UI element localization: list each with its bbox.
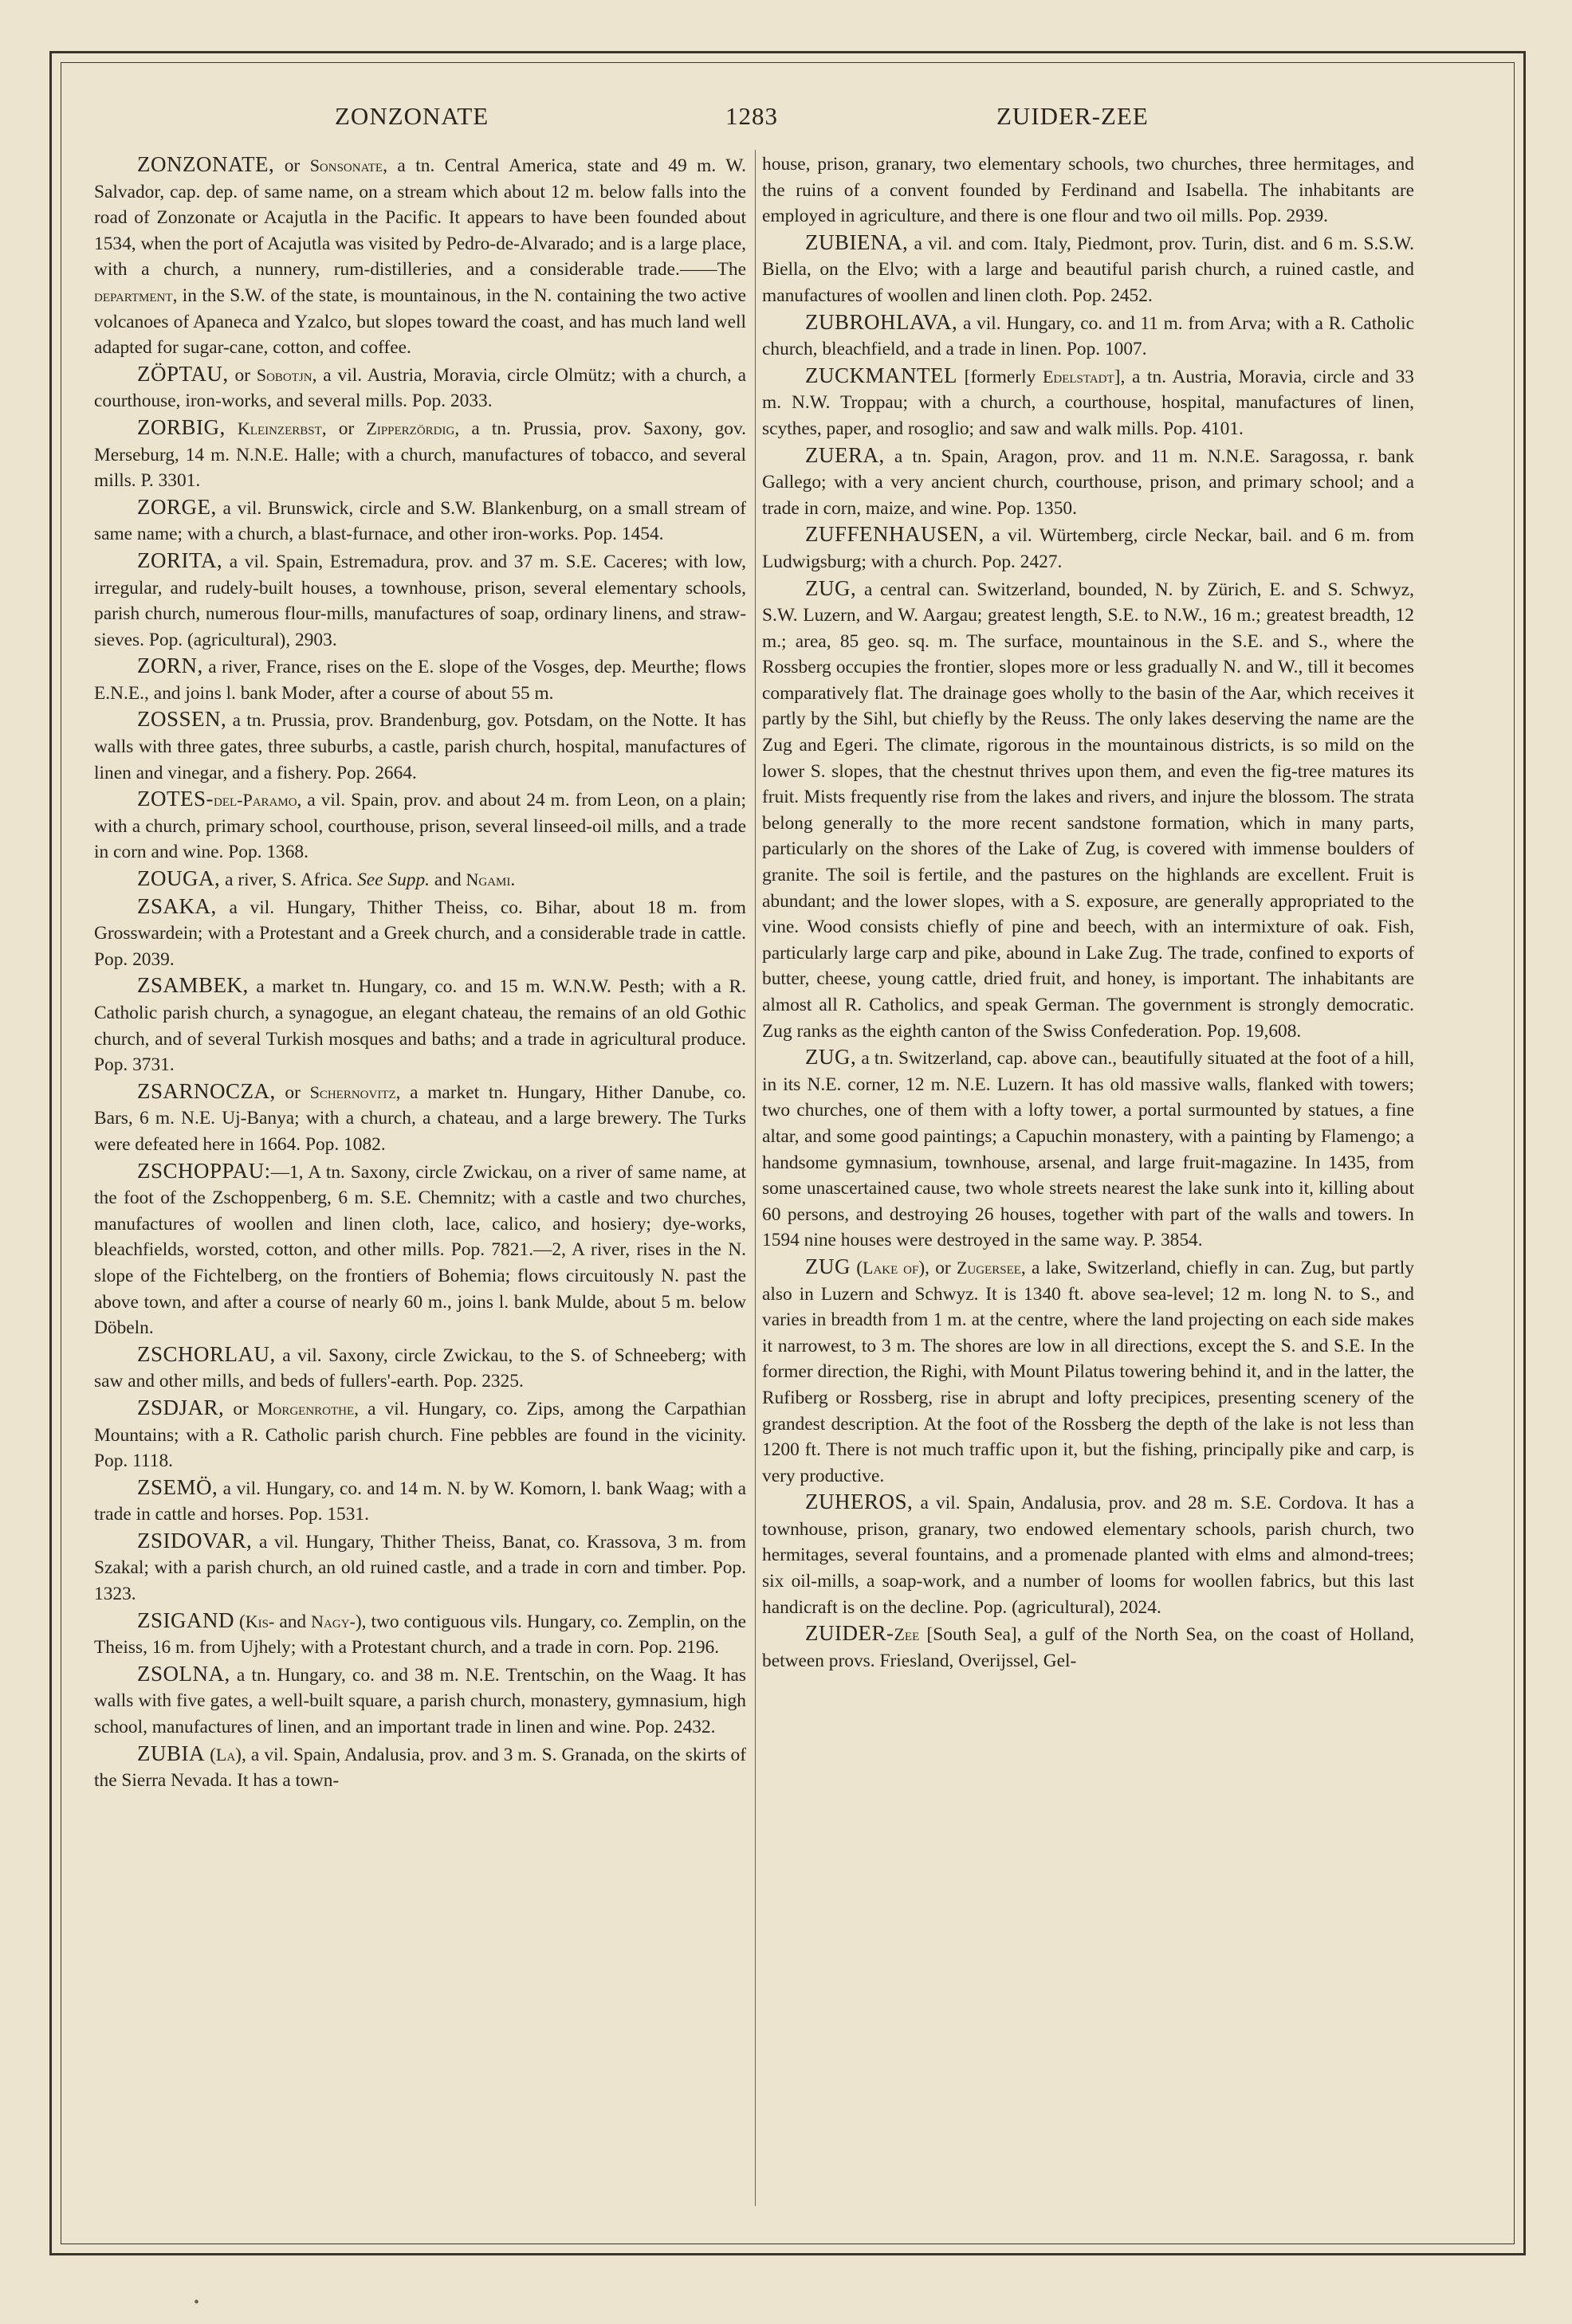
gazetteer-entry bbox=[94, 1528, 746, 1608]
entry-text: a tn. Spain, Aragon, prov. and 11 m. N.N.E. Saragossa, r. bank Gallego; with a very ancient church, courthouse, prison, and primary school; and a trade in corn, maize, and wine. Pop. 1350. bbox=[762, 446, 1414, 519]
gazetteer-body bbox=[94, 151, 1497, 2216]
entry-text: a vil. Spain, Andalusia, prov. and 28 m. S.E. Cordova. It has a townhouse, prison, granary, two endowed elementary schools, parish church, two hermitages, several fountains, and a promenade planted with elms and almond-trees; six oil-mills, a soap-work, and a number of looms for woollen fabrics, but this last handicraft is on the decline. Pop. (agricultural), 2024. bbox=[762, 1493, 1414, 1618]
small-caps-term: Sobotjn bbox=[256, 364, 312, 385]
entry-text: , a vil. Spain, prov. and about 24 m. from Leon, on a plain; with a church, primary school, courthouse, prison, several linseed-oil mills, and a trade in corn and wine. Pop. 1368. bbox=[94, 790, 746, 863]
entry-headword: ZOTES- bbox=[137, 787, 214, 811]
gazetteer-entry bbox=[94, 1474, 746, 1528]
entry-text: or bbox=[274, 155, 310, 176]
footer-mark: • bbox=[194, 2294, 200, 2311]
small-caps-term: Edelstadt bbox=[1042, 366, 1114, 387]
gazetteer-entry bbox=[762, 1044, 1414, 1254]
entry-headword: ZORGE, bbox=[137, 494, 217, 519]
gazetteer-entry bbox=[94, 972, 746, 1078]
gazetteer-entry bbox=[94, 414, 746, 494]
small-caps-term: Morgenrothe bbox=[257, 1398, 355, 1419]
entry-headword: ZSEMÖ, bbox=[137, 1474, 218, 1499]
gazetteer-entry bbox=[94, 1741, 746, 1794]
right-column bbox=[762, 151, 1414, 2216]
gazetteer-entry bbox=[94, 1395, 746, 1474]
entry-text: , in the S.W. of the state, is mountainous, in the N. containing the two active volcanoes of Apaneca and Yzalco, but slopes toward the coast, and has much land well adapted for sugar-cane, cotton, and coffee. bbox=[94, 285, 746, 359]
header-right-word: ZUIDER-ZEE bbox=[996, 102, 1149, 130]
entry-headword: ZONZONATE, bbox=[137, 152, 275, 176]
entry-headword: ZSAKA, bbox=[137, 893, 217, 918]
gazetteer-entry bbox=[762, 309, 1414, 363]
entry-headword: ZUERA, bbox=[805, 442, 885, 467]
entry-text: a river, S. Africa. bbox=[220, 870, 358, 891]
entry-headword: ZORBIG, bbox=[137, 414, 226, 439]
entry-text: , a tn. Central America, state and 49 m. W. Salvador, cap. dep. of same name, on a stream which about 12 m. below falls into the road of Zonzonate or Acajutla in the Pacific. It appears to have been founded about 1534, when the port of Acajutla was visited by Pedro-de-Alvarado; and is a large place, with a church, a nunnery, rum-distilleries, and a considerable trade.——The bbox=[94, 155, 746, 281]
entry-text: , a market tn. Hungary, Hither Danube, co. Bars, 6 m. N.E. Uj-Banya; with a church, a chateau, and a large brewery. The Turks were defeated here in 1664. Pop. 1082. bbox=[94, 1082, 746, 1155]
entry-text: ), a vil. Spain, Andalusia, prov. and 3 m. S. Granada, on the skirts of the Sierra Nevada. It has a town- bbox=[94, 1744, 746, 1792]
entry-text: ], a tn. Austria, Moravia, circle and 33 m. N.W. Troppau; with a church, a courthouse, hospital, manufactures of linen, scythes, paper, and rosoglio; and saw and walk mills. Pop. 4101. bbox=[762, 366, 1414, 439]
gazetteer-entry bbox=[94, 151, 746, 361]
page-number: 1283 bbox=[725, 102, 778, 130]
entry-text: . bbox=[510, 870, 516, 891]
entry-headword: ZSIGAND bbox=[137, 1608, 234, 1632]
entry-text: a tn. Hungary, co. and 38 m. N.E. Trentschin, on the Waag. It has walls with five gates, a well-built square, a parish church, monastery, gymnasium, high school, manufactures of linen, and an important trade in linen and wine. Pop. 2432. bbox=[94, 1664, 746, 1738]
entry-headword: ZUG, bbox=[805, 1045, 857, 1070]
entry-text: , or bbox=[321, 418, 367, 439]
entry-headword: ZUHEROS, bbox=[805, 1490, 914, 1514]
gazetteer-entry bbox=[762, 575, 1414, 1045]
entry-headword: ZUG bbox=[805, 1254, 851, 1278]
gazetteer-entry bbox=[94, 706, 746, 786]
gazetteer-entry bbox=[94, 893, 746, 973]
entry-headword: ZORN, bbox=[137, 654, 203, 678]
entry-headword: ZOSSEN, bbox=[137, 707, 227, 732]
entry-text: or bbox=[228, 364, 257, 386]
entry-text: , a vil. Austria, Moravia, circle Olmütz; with a church, a courthouse, iron-works, and several mills. Pop. 2033. bbox=[94, 364, 746, 412]
gazetteer-entry bbox=[94, 548, 746, 653]
entry-headword: ZUFFENHAUSEN, bbox=[805, 522, 984, 547]
entry-text: a tn. Prussia, prov. Brandenburg, gov. Potsdam, on the Notte. It has walls with three gates, three suburbs, a castle, parish church, hospital, manufactures of linen and vinegar, and a fishery. Pop. 2664. bbox=[94, 710, 746, 783]
entry-headword: ZSAMBEK, bbox=[137, 973, 249, 998]
entry-text: or bbox=[224, 1398, 257, 1419]
gazetteer-entry bbox=[762, 151, 1414, 230]
italic-reference: See Supp. bbox=[357, 870, 430, 891]
entry-text: a vil. Hungary, co. and 14 m. N. by W. Komorn, l. bank Waag; with a trade in cattle and horses. Pop. 1531. bbox=[94, 1478, 746, 1525]
gazetteer-entry bbox=[94, 1158, 746, 1341]
entry-text: or bbox=[275, 1082, 310, 1103]
small-caps-term: department bbox=[94, 285, 173, 305]
entry-headword: ZUBIA bbox=[137, 1741, 205, 1765]
gazetteer-entry bbox=[94, 361, 746, 414]
entry-headword: ZSDJAR, bbox=[137, 1395, 225, 1419]
small-caps-term: Zipperzördig bbox=[366, 418, 455, 438]
gazetteer-entry bbox=[94, 1661, 746, 1741]
entry-text: a tn. Switzerland, cap. above can., beautifully situated at the foot of a hill, in its N.E. corner, 12 m. N.E. Luzern. It has old massive walls, flanked with towers; two churches, one of them with a lofty tower, a portal surmounted by statues, a fine altar, and some good paintings; a Capuchin monastery, with a painting by Flamengo; a handsome gymnasium, townhouse, arsenal, and large fruit-magazine. In 1435, from some unascertained cause, two whole streets nearest the lake sunk into it, killing about 60 persons, and destroying 26 houses, together with part of the walls and towers. In 1594 nine houses were destroyed in the same way. P. 3854. bbox=[762, 1048, 1414, 1251]
entry-text: a vil. Brunswick, circle and S.W. Blankenburg, on a small stream of same name; with a church, a blast-furnace, and other iron-works. Pop. 1454. bbox=[94, 497, 746, 545]
entry-text: —1, A tn. Saxony, circle Zwickau, on a river of same name, at the foot of the Zschoppenberg, 6 m. S.E. Chemnitz; with a castle and two churches, manufactures of woollen and linen cloth, lace, calico, and hosiery; dye-works, bleachfields, worsted, cotton, and other mills. Pop. 7821.—2, A river, rises in the N. slope of the Fichtelberg, on the frontiers of Bohemia; flows circuitously N. past the above town, and after a course of nearly 60 m., joins l. bank Mulde, about 5 m. below Döbeln. bbox=[94, 1161, 746, 1339]
entry-headword: ZÖPTAU, bbox=[137, 361, 229, 386]
entry-text: ), two contiguous vils. Hungary, co. Zemplin, on the Theiss, 16 m. from Ujhely; with a Protestant church, and a trade in corn. Pop. 2196. bbox=[94, 1611, 746, 1659]
entry-headword: ZSIDOVAR, bbox=[137, 1528, 253, 1553]
entry-headword: ZUG, bbox=[805, 575, 857, 600]
gazetteer-entry bbox=[94, 1078, 746, 1158]
small-caps-term: del-Paramo bbox=[213, 790, 297, 811]
entry-text: , a tn. Prussia, prov. Saxony, gov. Merseburg, 14 m. N.N.E. Halle; with a church, manufactures of tobacco, and several mills. P. 3301. bbox=[94, 418, 746, 492]
entry-text: a market tn. Hungary, co. and 15 m. W.N.W. Pesth; with a R. Catholic parish church, a synagogue, an elegant chateau, the remains of an old Gothic church, and of several Turkish mosques and baths; and a trade in agricultural produce. Pop. 3731. bbox=[94, 976, 746, 1076]
entry-text: ( bbox=[205, 1744, 216, 1765]
entry-headword: ZSOLNA, bbox=[137, 1661, 230, 1686]
entry-text: , a lake, Switzerland, chiefly in can. Zug, but partly also in Luzern and Schwyz. It is 1340 ft. above sea-level; 12 m. long N. to S., and varies in breadth from 1 m. at the centre, where the land projecting on each side makes it narrowest, to 3 m. The shores are low in all directions, except the S. and S.E. In the former direction, the Righi, with Mount Pilatus towering behind it, and in the latter, the Rufiberg or Rossberg, rise in abrupt and lofty precipices, presenting scenery of the grandest description. At the foot of the Rossberg the depth of the lake is not less than 1200 ft. There is not much traffic upon it, but the fishing, principally pike and carp, is very productive. bbox=[762, 1257, 1414, 1486]
entry-headword: ZOUGA, bbox=[137, 866, 221, 891]
small-caps-term: La bbox=[215, 1744, 236, 1765]
entry-text: a vil. Hungary, Thither Theiss, co. Bihar, about 18 m. from Grosswardein; with a Protestant and a Greek church, and a considerable trade in cattle. Pop. 2039. bbox=[94, 897, 746, 970]
left-column bbox=[94, 151, 746, 2216]
small-caps-term: Nagy- bbox=[311, 1611, 356, 1631]
entry-text: a vil. Würtemberg, circle Neckar, bail. and 6 m. from Ludwigsburg; with a church. Pop. 2427. bbox=[762, 525, 1414, 572]
gazetteer-entry bbox=[94, 653, 746, 706]
gazetteer-entry bbox=[762, 442, 1414, 522]
entry-headword: ZSCHOPPAU: bbox=[137, 1158, 271, 1183]
entry-text bbox=[226, 418, 238, 439]
entry-headword: ZUBIENA, bbox=[805, 230, 909, 254]
entry-headword: ZSARNOCZA, bbox=[137, 1078, 276, 1103]
entry-text: [South Sea], a gulf of the North Sea, on the coast of Holland, between provs. Friesland, Overijssel, Gel- bbox=[762, 1624, 1414, 1671]
entry-text: a central can. Switzerland, bounded, N. by Zürich, E. and S. Schwyz, S.W. Luzern, and W. Aargau; greatest length, S.E. to N.W., 16 m.; greatest breadth, 12 m.; area, 85 geo. sq. m. The surface, mountainous in the S.E. and S., where the Rossberg occupies the frontier, slopes more or less gradually N. and W., till it becomes comparatively flat. The drainage goes wholly to the basin of the Aar, which receives it partly by the Sihl, but chiefly by the Reuss. The only lakes deserving the name are the Zug and Egeri. The climate, rigorous in the mountainous districts, is so mild on the lower S. slopes, that the chestnut thrives upon them, and even the fig-tree matures its fruit. Mists frequently rise from the lakes and rivers, and injure the blossom. The strata belong generally to the more recent sandstone formation, which in many parts, particularly on the shores of the Lake of Zug, is covered with immense boulders of granite. The soil is fertile, and the pastures on the highlands are excellent. Fruit is abundant; and the lower slopes, with a S. exposure, are generally appropriated to the vine. Wood consists chiefly of pine and beech, with an intermixture of oak. Fish, particularly large carp and pike, abound in Lake Zug. The trade, confined to exports of butter, cheese, young cattle, dried fruit, and honey, is important. The inhabitants are almost all R. Catholics, and speak German. The government is strongly democratic. Zug ranks as the eighth canton of the Swiss Confederation. Pop. 19,608. bbox=[762, 579, 1414, 1042]
entry-text: a river, France, rises on the E. slope of the Vosges, dep. Meurthe; flows E.N.E., and joins l. bank Moder, after a course of about 55 m. bbox=[94, 657, 746, 704]
small-caps-term: Schernovitz bbox=[309, 1082, 396, 1102]
small-caps-term: Zee bbox=[894, 1624, 920, 1645]
gazetteer-entry bbox=[762, 521, 1414, 575]
entry-headword: ZORITA, bbox=[137, 548, 223, 572]
small-caps-term: Kleinzerbst bbox=[237, 418, 322, 438]
small-caps-term: Ngami bbox=[466, 870, 511, 890]
entry-text: ( bbox=[234, 1611, 246, 1632]
header-left-word: ZONZONATE bbox=[335, 102, 489, 130]
entry-text: a vil. Hungary, co. and 11 m. from Arva; with a R. Catholic church, bleachfield, and a trade in linen. Pop. 1007. bbox=[762, 312, 1414, 360]
entry-text: and bbox=[430, 870, 466, 891]
gazetteer-entry bbox=[762, 230, 1414, 309]
entry-headword: ZSCHORLAU, bbox=[137, 1341, 276, 1366]
gazetteer-entry bbox=[94, 786, 746, 866]
entry-text: a vil. and com. Italy, Piedmont, prov. Turin, dist. and 6 m. S.S.W. Biella, on the Elvo; with a large and beautiful parish church, a ruined castle, and manufactures of woollen and linen cloth. Pop. 2452. bbox=[762, 233, 1414, 306]
small-caps-term: Kis- bbox=[245, 1611, 275, 1631]
entry-headword: ZUIDER- bbox=[805, 1621, 894, 1646]
entry-text: , a vil. Hungary, co. Zips, among the Carpathian Mountains; with a R. Catholic parish church. Fine pebbles are found in the vicinity. Pop. 1118. bbox=[94, 1398, 746, 1472]
entry-text: house, prison, granary, two elementary schools, two churches, three hermitages, and the ruins of a convent founded by Ferdinand and Isabella. The inhabitants are employed in agriculture, and there is one flour and two oil mills. Pop. 2939. bbox=[762, 154, 1414, 227]
entry-text: a vil. Saxony, circle Zwickau, to the S. of Schneeberg; with saw and other mills, and beds of fullers'-earth. Pop. 2325. bbox=[94, 1345, 746, 1392]
gazetteer-entry bbox=[762, 1620, 1414, 1674]
gazetteer-entry bbox=[94, 494, 746, 548]
gazetteer-entry bbox=[94, 866, 746, 893]
entry-text: ( bbox=[851, 1257, 863, 1278]
gazetteer-entry bbox=[762, 1254, 1414, 1489]
small-caps-term: Zugersee bbox=[956, 1257, 1021, 1278]
entry-text: ), or bbox=[918, 1257, 957, 1278]
gazetteer-entry bbox=[762, 363, 1414, 442]
entry-headword: ZUBROHLAVA, bbox=[805, 309, 958, 334]
entry-text: [formerly bbox=[957, 366, 1043, 387]
gazetteer-entry bbox=[762, 1489, 1414, 1620]
entry-text: and bbox=[274, 1611, 312, 1632]
entry-headword: ZUCKMANTEL bbox=[805, 363, 957, 387]
small-caps-term: Lake of bbox=[863, 1257, 919, 1278]
small-caps-term: Sonsonate bbox=[309, 155, 383, 175]
gazetteer-entry bbox=[94, 1608, 746, 1661]
running-header bbox=[96, 102, 1486, 142]
entry-text: a vil. Spain, Estremadura, prov. and 37 m. S.E. Caceres; with low, irregular, and rudely-built houses, a townhouse, prison, several elementary schools, parish church, numerous flour-mills, manufactures of soap, ordinary linens, and straw-sieves. Pop. (agricultural), 2903. bbox=[94, 551, 746, 650]
gazetteer-entry bbox=[94, 1341, 746, 1395]
entry-text: a vil. Hungary, Thither Theiss, Banat, co. Krassova, 3 m. from Szakal; with a parish church, an old ruined castle, and a trade in corn and timber. Pop. 1323. bbox=[94, 1531, 746, 1605]
